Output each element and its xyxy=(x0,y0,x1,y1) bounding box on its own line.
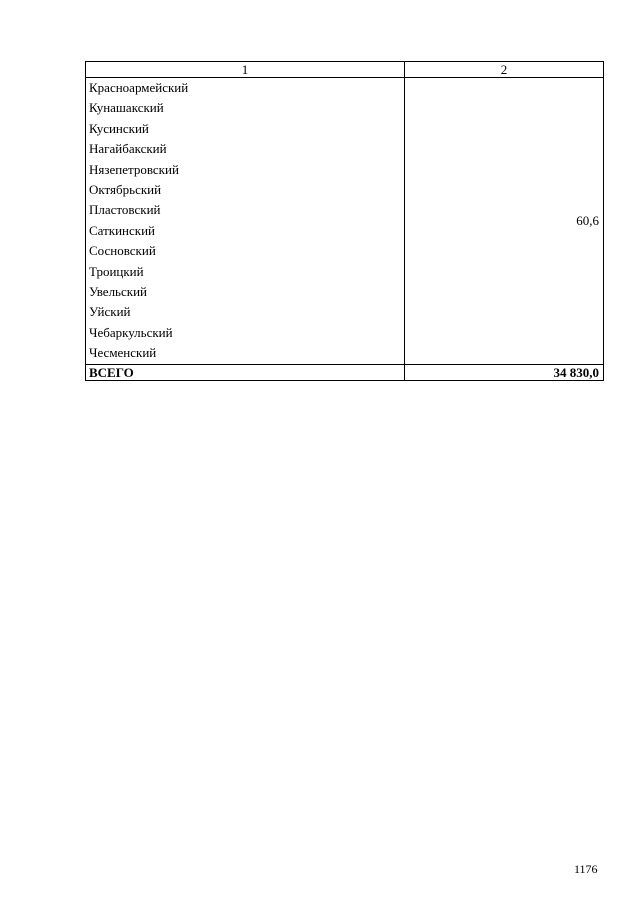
district-name: Сосновский xyxy=(86,241,405,261)
district-name: Кусинский xyxy=(86,119,405,139)
column-header-1: 1 xyxy=(86,62,405,78)
district-name: Красноармейский xyxy=(86,78,405,99)
district-name: Увельский xyxy=(86,282,405,302)
district-name: Чесменский xyxy=(86,343,405,364)
merged-value-cell: 60,6 xyxy=(405,78,604,365)
district-name: Нагайбакский xyxy=(86,139,405,159)
total-label: ВСЕГО xyxy=(86,364,405,380)
data-table xyxy=(85,61,604,381)
table-row xyxy=(86,78,604,99)
district-name: Уйский xyxy=(86,302,405,322)
district-name: Нязепетровский xyxy=(86,160,405,180)
column-header-2: 2 xyxy=(405,62,604,78)
district-name: Саткинский xyxy=(86,221,405,241)
total-value: 34 830,0 xyxy=(405,364,604,380)
district-name: Октябрьский xyxy=(86,180,405,200)
total-row xyxy=(86,364,604,380)
district-name: Пластовский xyxy=(86,200,405,220)
district-name: Чебаркульский xyxy=(86,323,405,343)
header-row xyxy=(86,62,604,78)
district-name: Кунашакский xyxy=(86,98,405,118)
page-number: 1176 xyxy=(574,862,598,876)
district-name: Троицкий xyxy=(86,262,405,282)
